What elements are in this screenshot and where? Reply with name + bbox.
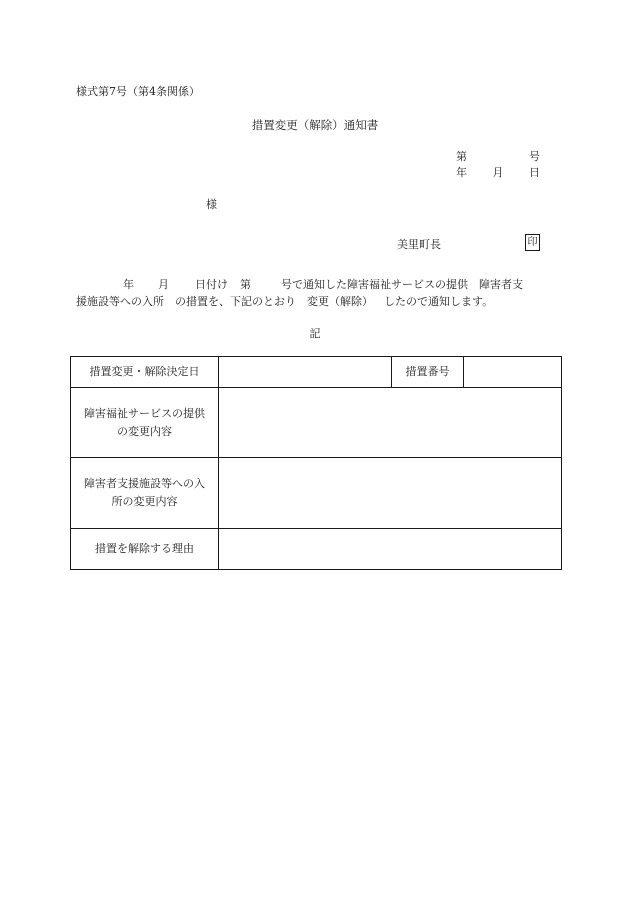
body-line-2 bbox=[76, 293, 493, 309]
decision-date-label: 措置変更・解除決定日 bbox=[71, 357, 219, 388]
service-change-label bbox=[71, 388, 219, 458]
date-day: 日 bbox=[529, 166, 540, 179]
notice-table bbox=[70, 356, 562, 570]
date-year: 年 bbox=[456, 166, 467, 179]
seal-mark: 印 bbox=[525, 234, 540, 251]
table-row bbox=[71, 458, 562, 529]
document-title: 措置変更（解除）通知書 bbox=[251, 118, 379, 132]
table-row bbox=[71, 388, 562, 458]
facility-change-label bbox=[71, 458, 219, 529]
form-number: 様式第7号（第4条関係） bbox=[76, 85, 200, 98]
number-suffix: 号 bbox=[529, 150, 540, 163]
service-change-label-line-1: 障害福祉サービスの提供 bbox=[84, 406, 205, 420]
decision-date-field[interactable] bbox=[219, 357, 392, 388]
body-year: 年 bbox=[123, 278, 134, 291]
body-number-prefix: 第 bbox=[240, 278, 251, 291]
body-line2-b: の措置を、下記のとおり bbox=[175, 295, 296, 308]
body-line-1 bbox=[123, 276, 523, 292]
body-line2-a: 援施設等への入所 bbox=[76, 295, 164, 308]
number-prefix: 第 bbox=[456, 150, 467, 163]
date-month: 月 bbox=[492, 166, 504, 179]
measure-number-field[interactable] bbox=[464, 357, 562, 388]
facility-change-field[interactable] bbox=[219, 458, 562, 529]
issuer-name: 美里町長 bbox=[397, 238, 441, 251]
table-row bbox=[71, 529, 562, 570]
table-row bbox=[71, 357, 562, 388]
body-line1-rest: 号で通知した障害福祉サービスの提供 障害者支 bbox=[281, 278, 523, 291]
ki-heading: 記 bbox=[309, 327, 321, 340]
body-line2-c: 変更（解除） bbox=[307, 295, 373, 308]
measure-number-label: 措置番号 bbox=[392, 357, 464, 388]
body-dated: 日付け bbox=[195, 278, 228, 291]
document-number bbox=[456, 148, 540, 164]
reason-field[interactable] bbox=[219, 529, 562, 570]
reason-label: 措置を解除する理由 bbox=[71, 529, 219, 570]
addressee-honorific: 様 bbox=[206, 198, 217, 211]
facility-change-label-line-1: 障害者支援施設等への入 bbox=[84, 477, 205, 490]
body-month: 月 bbox=[158, 278, 169, 291]
facility-change-label-line-2: 所の変更内容 bbox=[111, 495, 178, 508]
body-line2-d: したので通知します。 bbox=[384, 295, 494, 308]
service-change-label-line-2: の変更内容 bbox=[117, 424, 172, 438]
service-change-field[interactable] bbox=[219, 388, 562, 458]
document-date bbox=[456, 164, 540, 180]
